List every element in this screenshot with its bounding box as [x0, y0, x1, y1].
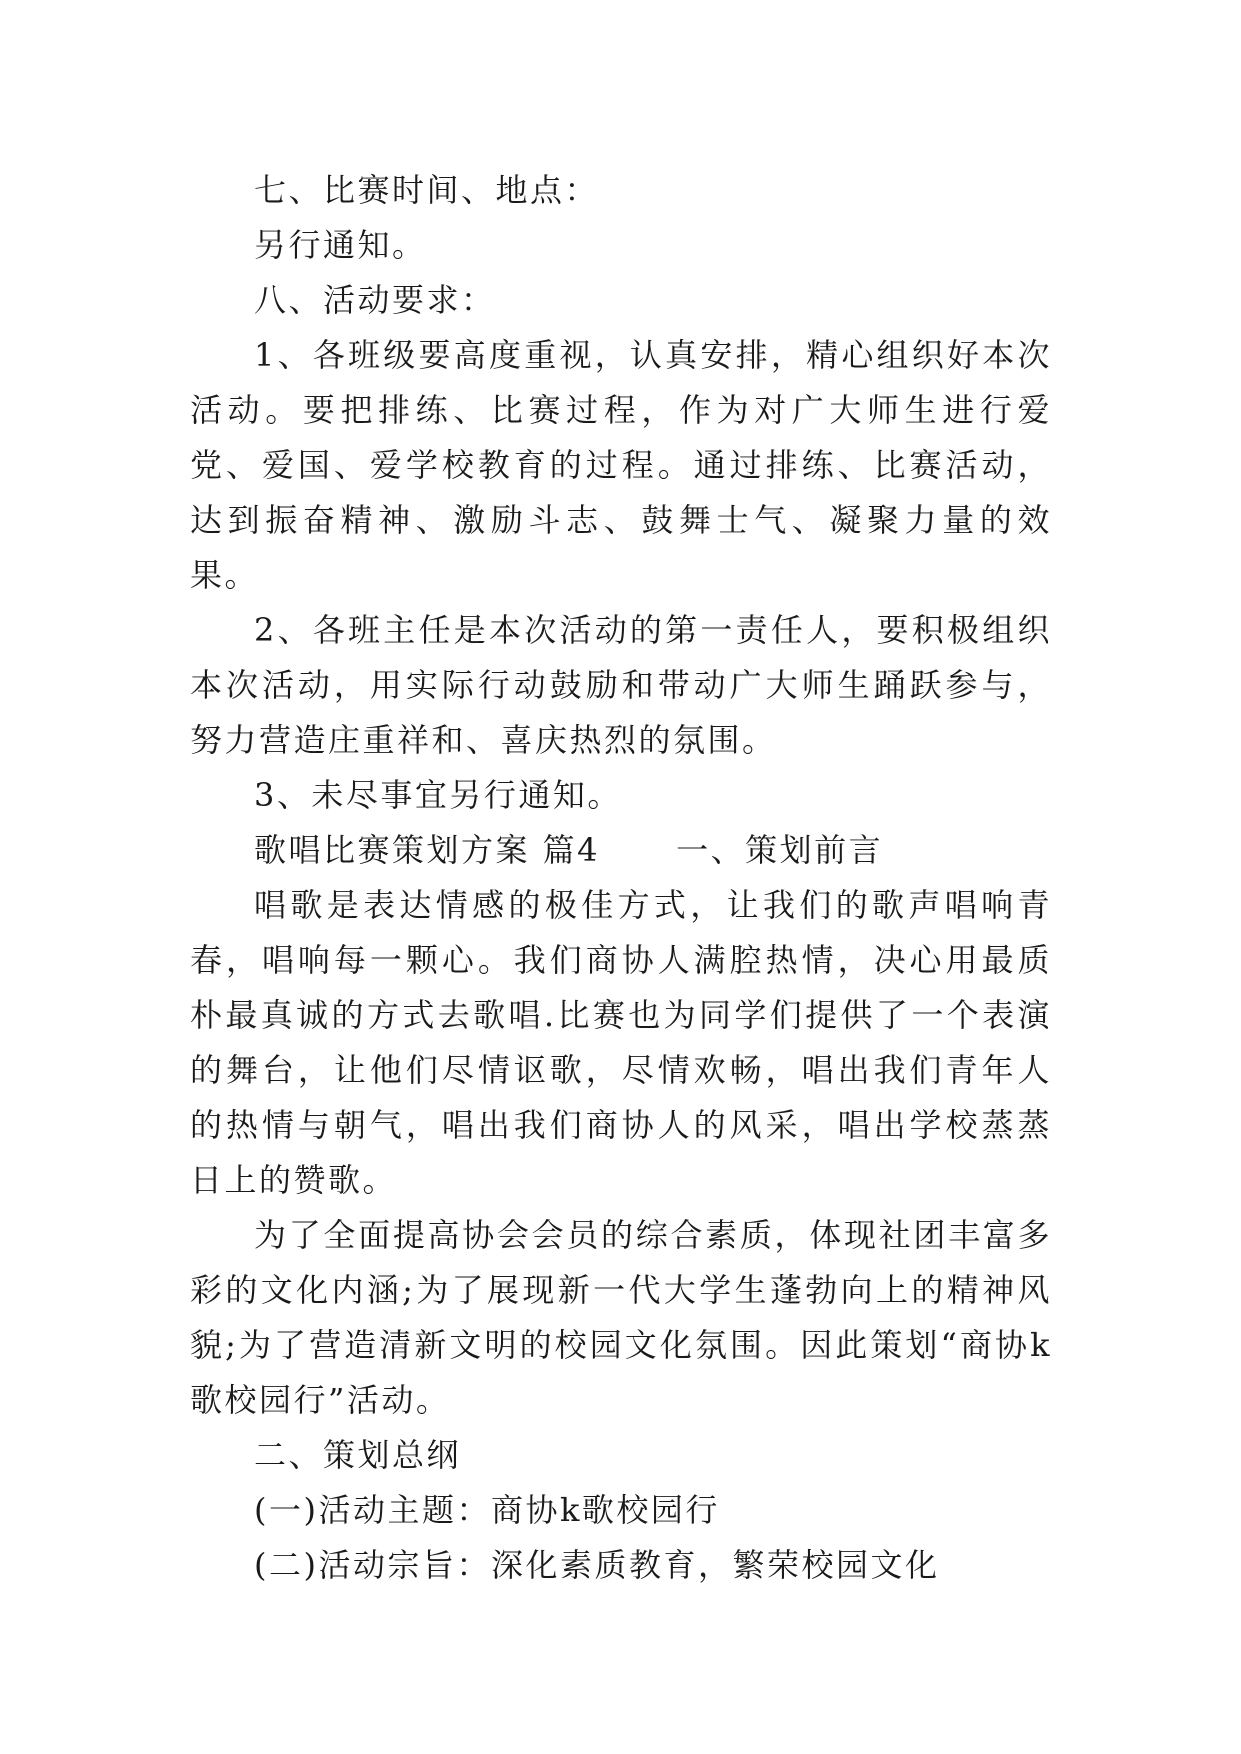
paragraph-purpose: (二)活动宗旨：深化素质教育，繁荣校园文化	[254, 1546, 940, 1584]
section-heading-plan-4: 歌唱比赛策划方案 篇4 一、策划前言	[254, 831, 884, 869]
paragraph-notice: 另行通知。	[254, 226, 427, 264]
section-heading-time-place: 七、比赛时间、地点：	[254, 171, 600, 209]
document-body	[190, 163, 1052, 1593]
paragraph-requirement-1: 1、各班级要高度重视，认真安排，精心组织好本次活动。要把排练、比赛过程，作为对广大师生进行爱党、爱国、爱学校教育的过程。通过排练、比赛活动，达到振奋精神、激励斗志、鼓舞士气、凝聚力量的效果。	[190, 336, 1052, 594]
paragraph-requirement-2: 2、各班主任是本次活动的第一责任人，要积极组织本次活动，用实际行动鼓励和带动广大师生踊跃参与，努力营造庄重祥和、喜庆热烈的氛围。	[190, 611, 1052, 759]
paragraph-theme: (一)活动主题：商协k歌校园行	[254, 1491, 720, 1529]
section-heading-requirements: 八、活动要求：	[254, 281, 496, 319]
paragraph-preface-1: 唱歌是表达情感的极佳方式，让我们的歌声唱响青春，唱响每一颗心。我们商协人满腔热情，决心用最质朴最真诚的方式去歌唱.比赛也为同学们提供了一个表演的舞台，让他们尽情讴歌，尽情欢畅，唱出我们青年人的热情与朝气，唱出我们商协人的风采，唱出学校蒸蒸日上的赞歌。	[190, 886, 1052, 1199]
paragraph-requirement-3: 3、未尽事宜另行通知。	[254, 776, 622, 814]
section-heading-outline: 二、策划总纲	[254, 1436, 462, 1474]
paragraph-preface-2: 为了全面提高协会会员的综合素质，体现社团丰富多彩的文化内涵;为了展现新一代大学生蓬勃向上的精神风貌;为了营造清新文明的校园文化氛围。因此策划“商协k歌校园行”活动。	[190, 1216, 1052, 1419]
